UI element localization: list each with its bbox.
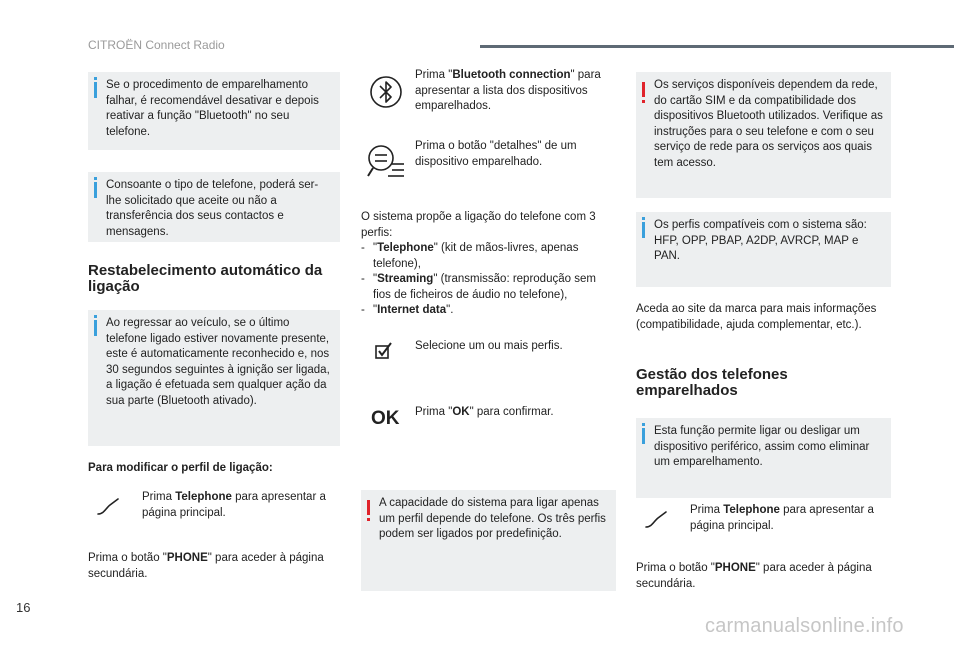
- touch-icon: [644, 509, 670, 529]
- header-divider: [480, 45, 954, 48]
- paragraph: O sistema propõe a ligação do telefone com 3 perfis:: [361, 211, 596, 239]
- header-title: CITROËN Connect Radio: [88, 38, 225, 52]
- info-note: [88, 72, 340, 150]
- info-icon: [94, 82, 97, 98]
- info-note: [88, 172, 340, 242]
- bluetooth-icon: [368, 72, 404, 112]
- info-icon: [642, 428, 645, 444]
- list-item: - "Telephone" (kit de mãos-livres, apenas telefone),: [361, 241, 617, 272]
- profile-list: [361, 241, 617, 319]
- section-heading: Restabelecimento automático da ligação: [88, 262, 323, 295]
- paragraph: Aceda ao site da marca para mais informações (compatibilidade, ajuda complementar, etc.).: [636, 303, 877, 331]
- paragraph: Prima o botão "PHONE" para aceder à página secundária.: [636, 562, 872, 590]
- step-text: Prima o botão "detalhes" de um dispositivo emparelhado.: [415, 140, 577, 168]
- note-text: Os perfis compatíveis com o sistema são: HFP, OPP, PBAP, A2DP, AVRCP, MAP e PAN.: [654, 219, 867, 262]
- info-icon: [94, 320, 97, 336]
- warning-note: [636, 72, 891, 198]
- step-text: Prima Telephone para apresentar a página principal.: [690, 504, 874, 532]
- details-icon: [366, 142, 408, 184]
- ok-icon: OK: [371, 408, 400, 429]
- note-text: Esta função permite ligar ou desligar um dispositivo periférico, assim como eliminar um emparelhamento.: [654, 425, 870, 468]
- info-icon: [642, 222, 645, 238]
- note-text: Se o procedimento de emparelhamento falhar, é recomendável desativar e depois reativar a função "Bluetooth" no seu telefone.: [106, 79, 319, 138]
- info-note: [636, 212, 891, 287]
- warning-icon: [642, 82, 645, 97]
- list-item: - "Streaming" (transmissão: reprodução sem fios de ficheiros de áudio no telefone),: [361, 272, 617, 303]
- info-note: [88, 310, 340, 446]
- paragraph: Prima o botão "PHONE" para aceder à página secundária.: [88, 552, 324, 580]
- info-note: [636, 418, 891, 498]
- warning-icon: [367, 500, 370, 515]
- step-text: Selecione um ou mais perfis.: [415, 340, 563, 352]
- step-text: Prima Telephone para apresentar a página principal.: [142, 491, 326, 519]
- info-icon: [94, 182, 97, 198]
- note-text: Os serviços disponíveis dependem da rede, do cartão SIM e da compatibilidade dos dispositivos Bluetooth utilizados. Verifique as instruções para o seu telefone e com o seu serviço de rede para os serviços aos quais tem acesso.: [654, 79, 883, 169]
- list-item: - "Internet data".: [361, 303, 617, 319]
- step-text: Prima "Bluetooth connection" para apresentar a lista dos dispositivos emparelhados.: [415, 69, 601, 112]
- touch-icon: [96, 496, 122, 516]
- watermark: carmanualsonline.info: [705, 615, 904, 637]
- page-number: 16: [16, 600, 31, 615]
- note-text: Ao regressar ao veículo, se o último telefone ligado estiver novamente presente, este é automaticamente reconhecido e, nos 30 segundos seguintes à ignição ser ligada, a ligação é efetuada sem qualquer ação da sua parte (Bluetooth ativado).: [106, 317, 330, 407]
- section-heading: Gestão dos telefones emparelhados: [636, 366, 788, 399]
- subheading: Para modificar o perfil de ligação:: [88, 462, 273, 474]
- note-text: Consoante o tipo de telefone, poderá ser-lhe solicitado que aceite ou não a transferência dos seus contactos e mensagens.: [106, 179, 319, 238]
- warning-note: [361, 490, 616, 591]
- step-text: Prima "OK" para confirmar.: [415, 406, 554, 418]
- note-text: A capacidade do sistema para ligar apenas um perfil depende do telefone. Os três perfis podem ser ligados por predefinição.: [379, 497, 606, 540]
- checkbox-icon: [374, 340, 394, 360]
